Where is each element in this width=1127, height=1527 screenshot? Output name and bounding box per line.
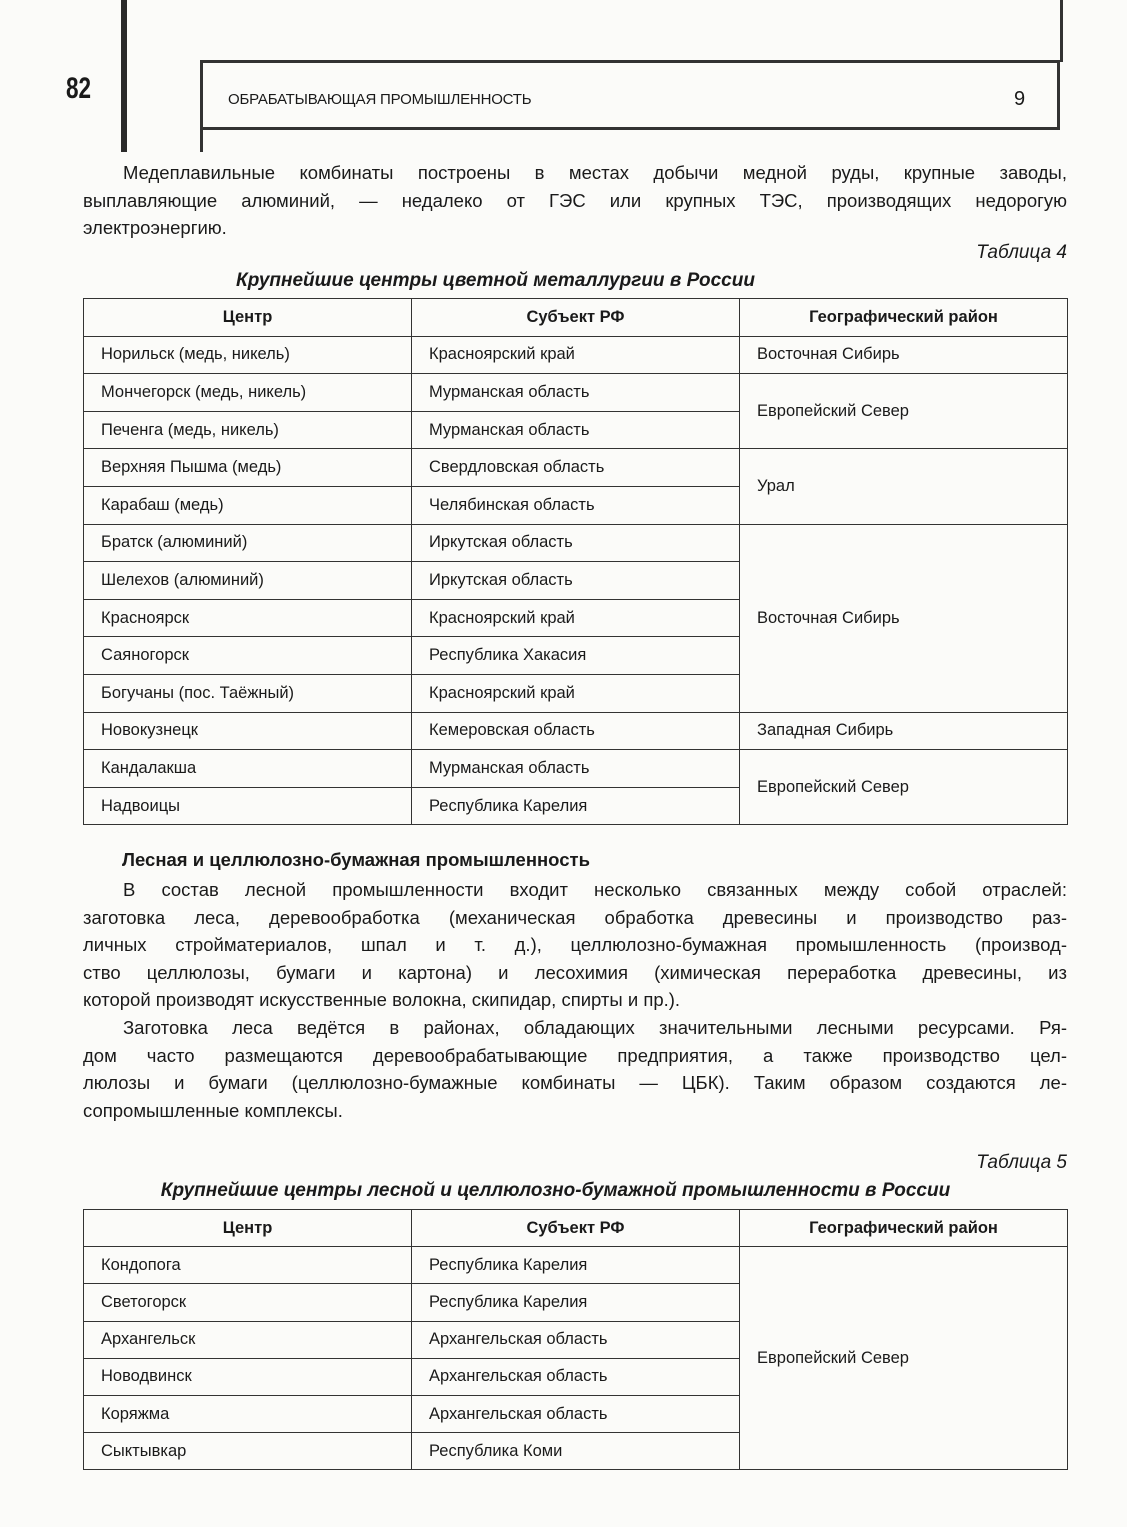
text-line: Заготовка леса ведётся в районах, обладающих значительными лесными ресурсами. Ря- bbox=[123, 1016, 1067, 1038]
text-line: электроэнергию. bbox=[83, 217, 227, 239]
intro-paragraph bbox=[83, 159, 1067, 242]
center-cell: Карабаш (медь) bbox=[84, 486, 412, 524]
center-cell: Новокузнецк bbox=[84, 712, 412, 750]
column-header: Центр bbox=[84, 299, 412, 337]
subject-cell: Архангельская область bbox=[412, 1321, 740, 1358]
header-frame-stub bbox=[200, 128, 203, 152]
table-row bbox=[84, 712, 1068, 750]
section-paragraph-1 bbox=[83, 876, 1067, 1124]
text-line: дом часто размещаются деревообрабатывающие предприятия, а также производство цел- bbox=[83, 1044, 1067, 1066]
text-line: заготовка леса, деревообработка (механическая обработка древесины и производство раз- bbox=[83, 906, 1067, 928]
subject-cell: Иркутская область bbox=[412, 562, 740, 600]
center-cell: Надвоицы bbox=[84, 787, 412, 825]
center-cell: Новодвинск bbox=[84, 1358, 412, 1395]
center-cell: Печенга (медь, никель) bbox=[84, 411, 412, 449]
column-header: Субъект РФ bbox=[412, 1210, 740, 1247]
page-number: 82 bbox=[66, 72, 92, 105]
subject-cell: Красноярский край bbox=[412, 599, 740, 637]
center-cell: Норильск (медь, никель) bbox=[84, 336, 412, 374]
center-cell: Кондопога bbox=[84, 1247, 412, 1284]
text-line: сопромышленные комплексы. bbox=[83, 1099, 343, 1121]
text-line: Медеплавильные комбинаты построены в местах добычи медной руды, крупные заводы, bbox=[123, 162, 1067, 183]
center-cell: Светогорск bbox=[84, 1284, 412, 1321]
table-row bbox=[84, 449, 1068, 487]
subject-cell: Свердловская область bbox=[412, 449, 740, 487]
subject-cell: Иркутская область bbox=[412, 524, 740, 562]
text-line: личных стройматериалов, шпал и т. д.), целлюлозно-бумажная промышленность (производ- bbox=[83, 934, 1067, 956]
text-line: выплавляющие алюминий, — недалеко от ГЭС или крупных ТЭС, производящих недорогую bbox=[83, 189, 1067, 211]
subject-cell: Республика Карелия bbox=[412, 1247, 740, 1284]
text-line: ство целлюлозы, бумаги и картона) и лесохимия (химическая переработка древесины, из bbox=[83, 961, 1067, 983]
subject-cell: Кемеровская область bbox=[412, 712, 740, 750]
running-header-title: ОБРАБАТЫВАЮЩАЯ ПРОМЫШЛЕННОСТЬ bbox=[228, 91, 532, 108]
region-cell: Восточная Сибирь bbox=[740, 336, 1068, 374]
center-cell: Верхняя Пышма (медь) bbox=[84, 449, 412, 487]
region-cell: Европейский Север bbox=[740, 374, 1068, 449]
header-frame-line bbox=[1060, 0, 1063, 62]
text-line: В состав лесной промышленности входит несколько связанных между собой отраслей: bbox=[123, 879, 1067, 900]
subject-cell: Архангельская область bbox=[412, 1395, 740, 1432]
table4-title: Крупнейшие центры цветной металлургии в России bbox=[236, 270, 755, 291]
center-cell: Саяногорск bbox=[84, 637, 412, 675]
subject-cell: Мурманская область bbox=[412, 750, 740, 788]
center-cell: Сыктывкар bbox=[84, 1433, 412, 1470]
center-cell: Коряжма bbox=[84, 1395, 412, 1432]
region-cell: Западная Сибирь bbox=[740, 712, 1068, 750]
subject-cell: Республика Коми bbox=[412, 1433, 740, 1470]
table4 bbox=[83, 298, 1068, 825]
subject-cell: Республика Хакасия bbox=[412, 637, 740, 675]
text-line: люлозы и бумаги (целлюлозно-бумажные комбинаты — ЦБК). Таким образом создаются ле- bbox=[83, 1072, 1067, 1094]
subject-cell: Мурманская область bbox=[412, 374, 740, 412]
table5-title: Крупнейшие центры лесной и целлюлозно-бумажной промышленности в России bbox=[160, 1180, 951, 1201]
center-cell: Мончегорск (медь, никель) bbox=[84, 374, 412, 412]
subject-cell: Красноярский край bbox=[412, 336, 740, 374]
table-row bbox=[84, 336, 1068, 374]
center-cell: Шелехов (алюминий) bbox=[84, 562, 412, 600]
page-margin-bar bbox=[121, 0, 127, 152]
table-header-row bbox=[84, 299, 1068, 337]
region-cell: Европейский Север bbox=[740, 1247, 1068, 1470]
chapter-number: 9 bbox=[1014, 88, 1026, 110]
region-cell: Урал bbox=[740, 449, 1068, 524]
column-header: Центр bbox=[84, 1210, 412, 1247]
region-cell: Европейский Север bbox=[740, 750, 1068, 825]
table5 bbox=[83, 1209, 1068, 1470]
subject-cell: Красноярский край bbox=[412, 674, 740, 712]
center-cell: Красноярск bbox=[84, 599, 412, 637]
table-row bbox=[84, 524, 1068, 562]
center-cell: Богучаны (пос. Таёжный) bbox=[84, 674, 412, 712]
table-header-row bbox=[84, 1210, 1068, 1247]
table4-label: Таблица 4 bbox=[976, 242, 1067, 263]
table5-label: Таблица 5 bbox=[976, 1152, 1067, 1173]
center-cell: Кандалакша bbox=[84, 750, 412, 788]
text-line: которой производят искусственные волокна, скипидар, спирты и пр.). bbox=[83, 989, 681, 1011]
subject-cell: Республика Карелия bbox=[412, 787, 740, 825]
table-row bbox=[84, 1247, 1068, 1284]
column-header: Субъект РФ bbox=[412, 299, 740, 337]
column-header: Географический район bbox=[740, 299, 1068, 337]
section-heading: Лесная и целлюлозно-бумажная промышленность bbox=[122, 849, 590, 870]
region-cell: Восточная Сибирь bbox=[740, 524, 1068, 712]
column-header: Географический район bbox=[740, 1210, 1068, 1247]
subject-cell: Архангельская область bbox=[412, 1358, 740, 1395]
subject-cell: Мурманская область bbox=[412, 411, 740, 449]
table-row bbox=[84, 750, 1068, 788]
subject-cell: Республика Карелия bbox=[412, 1284, 740, 1321]
center-cell: Архангельск bbox=[84, 1321, 412, 1358]
table-row bbox=[84, 374, 1068, 412]
subject-cell: Челябинская область bbox=[412, 486, 740, 524]
center-cell: Братск (алюминий) bbox=[84, 524, 412, 562]
